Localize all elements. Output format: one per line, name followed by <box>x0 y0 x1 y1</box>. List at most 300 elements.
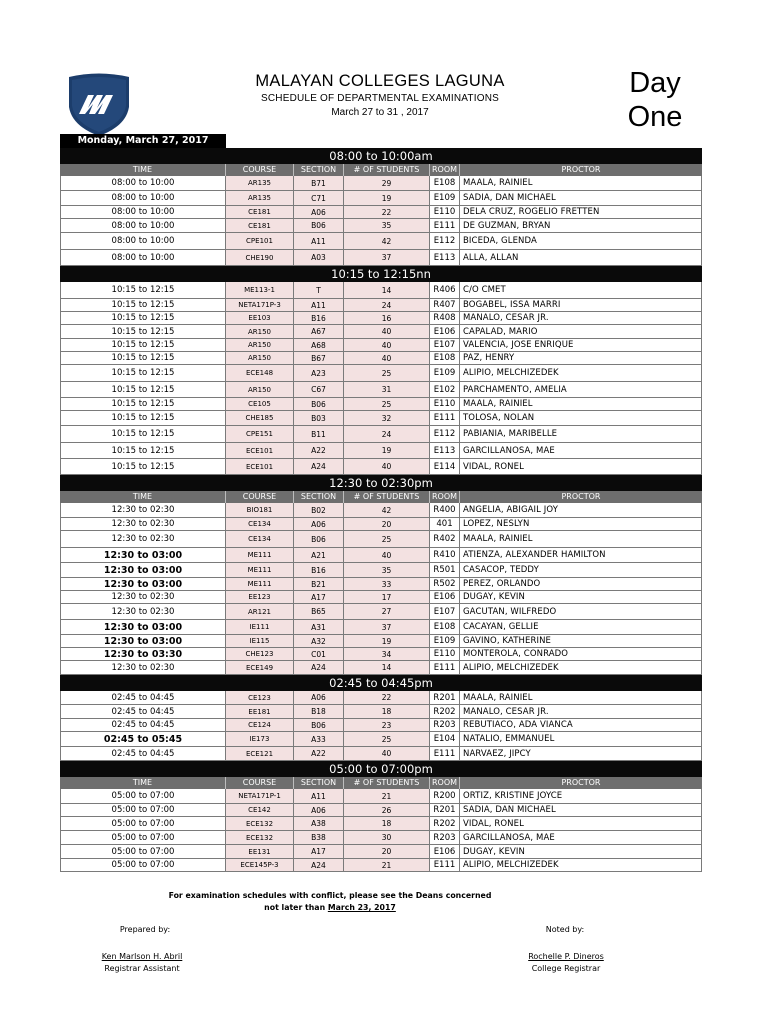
table-row <box>60 620 702 635</box>
cell-section: A06 <box>294 518 344 530</box>
cell-room: R407 <box>430 299 460 311</box>
cell-time: 12:30 to 03:30 <box>60 648 226 660</box>
cell-room: E108 <box>430 176 460 190</box>
cell-course: ECE101 <box>226 443 294 458</box>
cell-section: C71 <box>294 191 344 205</box>
table-row <box>60 250 702 266</box>
cell-time: 05:00 to 07:00 <box>60 859 226 871</box>
cell-students: 16 <box>344 312 430 324</box>
cell-room: R201 <box>430 691 460 704</box>
cell-proctor: PAZ, HENRY <box>460 352 702 364</box>
cell-students: 27 <box>344 604 430 619</box>
cell-time: 12:30 to 02:30 <box>60 661 226 674</box>
cell-proctor: DE GUZMAN, BRYAN <box>460 219 702 232</box>
cell-proctor: GACUTAN, WILFREDO <box>460 604 702 619</box>
cell-proctor: BICEDA, GLENDA <box>460 233 702 249</box>
cell-students: 21 <box>344 789 430 803</box>
cell-time: 08:00 to 10:00 <box>60 233 226 249</box>
cell-time: 08:00 to 10:00 <box>60 219 226 232</box>
conflict-note-line2 <box>60 902 600 914</box>
cell-students: 40 <box>344 548 430 562</box>
cell-section: B02 <box>294 503 344 517</box>
cell-course: ECE132 <box>226 817 294 830</box>
cell-time: 10:15 to 12:15 <box>60 411 226 425</box>
noted-by-name: Rochelle P. Dineros <box>528 952 604 961</box>
prepared-by-title: Registrar Assistant <box>104 964 180 973</box>
cell-time: 08:00 to 10:00 <box>60 176 226 190</box>
cell-time: 12:30 to 03:00 <box>60 635 226 647</box>
cell-course: EE123 <box>226 591 294 603</box>
cell-room: E113 <box>430 443 460 458</box>
cell-proctor: ALIPIO, MELCHIZEDEK <box>460 859 702 871</box>
cell-proctor: ALIPIO, MELCHIZEDEK <box>460 365 702 381</box>
column-header-row <box>60 491 702 503</box>
cell-course: AR150 <box>226 339 294 351</box>
table-row <box>60 691 702 705</box>
cell-course: IE173 <box>226 732 294 746</box>
cell-time: 02:45 to 04:45 <box>60 719 226 731</box>
cell-course: AR150 <box>226 382 294 397</box>
cell-time: 05:00 to 07:00 <box>60 817 226 830</box>
day-label-line2: One <box>627 101 683 133</box>
cell-students: 19 <box>344 635 430 647</box>
cell-proctor: LOPEZ, NESLYN <box>460 518 702 530</box>
cell-room: E107 <box>430 339 460 351</box>
table-row <box>60 325 702 339</box>
column-header-proctor: PROCTOR <box>561 492 601 501</box>
cell-students: 18 <box>344 705 430 718</box>
cell-time: 10:15 to 12:15 <box>60 398 226 410</box>
table-row <box>60 503 702 518</box>
cell-room: R410 <box>430 548 460 562</box>
cell-time: 02:45 to 05:45 <box>60 732 226 746</box>
cell-course: ME113-1 <box>226 282 294 298</box>
cell-students: 18 <box>344 817 430 830</box>
column-header-course: COURSE <box>226 777 294 789</box>
cell-room: E110 <box>430 206 460 218</box>
table-row <box>60 382 702 398</box>
cell-course: EE181 <box>226 705 294 718</box>
cell-students: 25 <box>344 732 430 746</box>
cell-room: R400 <box>430 503 460 517</box>
cell-section: B16 <box>294 563 344 577</box>
cell-time: 12:30 to 02:30 <box>60 604 226 619</box>
cell-section: B18 <box>294 705 344 718</box>
cell-room: E111 <box>430 411 460 425</box>
table-row <box>60 339 702 352</box>
cell-room: E112 <box>430 426 460 442</box>
table-row <box>60 411 702 426</box>
column-header-row <box>60 164 702 176</box>
cell-course: NETA171P-1 <box>226 789 294 803</box>
cell-course: ME111 <box>226 563 294 577</box>
cell-proctor: MANALO, CESAR JR. <box>460 705 702 718</box>
cell-time: 12:30 to 03:00 <box>60 563 226 577</box>
day-label-line1: Day <box>629 67 681 99</box>
cell-course: AR150 <box>226 325 294 338</box>
cell-room: R502 <box>430 578 460 590</box>
cell-time: 08:00 to 10:00 <box>60 250 226 265</box>
cell-proctor: NARVAEZ, JIPCY <box>460 747 702 760</box>
cell-students: 42 <box>344 503 430 517</box>
cell-students: 40 <box>344 339 430 351</box>
cell-time: 02:45 to 04:45 <box>60 691 226 704</box>
cell-students: 23 <box>344 719 430 731</box>
cell-students: 14 <box>344 282 430 298</box>
cell-time: 10:15 to 12:15 <box>60 339 226 351</box>
cell-section: A11 <box>294 789 344 803</box>
cell-section: A23 <box>294 365 344 381</box>
day-label <box>612 66 698 134</box>
cell-time: 12:30 to 02:30 <box>60 518 226 530</box>
cell-proctor: MAALA, RAINIEL <box>460 176 702 190</box>
cell-students: 21 <box>344 859 430 871</box>
table-row <box>60 661 702 675</box>
time-slot-header: 05:00 to 07:00pm <box>60 761 702 777</box>
cell-students: 37 <box>344 620 430 634</box>
cell-students: 32 <box>344 411 430 425</box>
column-header-course: COURSE <box>226 164 294 176</box>
cell-room: E111 <box>430 747 460 760</box>
column-header-section: SECTION <box>294 164 344 176</box>
column-header-course: COURSE <box>226 491 294 503</box>
schedule-table <box>60 148 702 872</box>
column-header-students: # OF STUDENTS <box>344 491 430 503</box>
cell-course: ECE121 <box>226 747 294 760</box>
cell-room: R200 <box>430 789 460 803</box>
cell-room: E114 <box>430 459 460 474</box>
table-row <box>60 219 702 233</box>
table-row <box>60 365 702 382</box>
cell-time: 12:30 to 02:30 <box>60 531 226 547</box>
table-row <box>60 206 702 219</box>
cell-section: A17 <box>294 591 344 603</box>
cell-course: IE111 <box>226 620 294 634</box>
table-row <box>60 705 702 719</box>
cell-students: 22 <box>344 691 430 704</box>
cell-course: ECE148 <box>226 365 294 381</box>
column-header-students: # OF STUDENTS <box>344 777 430 789</box>
cell-course: AR135 <box>226 176 294 190</box>
cell-students: 37 <box>344 250 430 265</box>
column-header-time: TIME <box>60 777 226 789</box>
table-row <box>60 282 702 299</box>
cell-section: B03 <box>294 411 344 425</box>
cell-room: E113 <box>430 250 460 265</box>
cell-course: CHE123 <box>226 648 294 660</box>
prepared-by-signature <box>82 952 202 973</box>
cell-time: 05:00 to 07:00 <box>60 789 226 803</box>
cell-proctor: SADIA, DAN MICHAEL <box>460 804 702 816</box>
cell-proctor: TOLOSA, NOLAN <box>460 411 702 425</box>
cell-proctor: CACAYAN, GELLIE <box>460 620 702 634</box>
cell-section: B65 <box>294 604 344 619</box>
cell-proctor: DUGAY, KEVIN <box>460 845 702 858</box>
cell-room: E106 <box>430 591 460 603</box>
cell-section: A06 <box>294 206 344 218</box>
table-row <box>60 518 702 531</box>
table-row <box>60 817 702 831</box>
cell-course: CE123 <box>226 691 294 704</box>
cell-time: 10:15 to 12:15 <box>60 312 226 324</box>
cell-proctor: PABIANIA, MARIBELLE <box>460 426 702 442</box>
cell-time: 10:15 to 12:15 <box>60 282 226 298</box>
column-header-time: TIME <box>60 164 226 176</box>
cell-course: CPE101 <box>226 233 294 249</box>
table-row <box>60 578 702 591</box>
cell-proctor: ORTIZ, KRISTINE JOYCE <box>460 789 702 803</box>
cell-room: R202 <box>430 817 460 830</box>
cell-course: EE103 <box>226 312 294 324</box>
table-row <box>60 804 702 817</box>
cell-time: 02:45 to 04:45 <box>60 747 226 760</box>
conflict-note-line1: For examination schedules with conflict, please see the Deans concerned <box>168 891 492 900</box>
cell-section: A21 <box>294 548 344 562</box>
cell-students: 35 <box>344 563 430 577</box>
cell-room: E110 <box>430 648 460 660</box>
cell-proctor: ATIENZA, ALEXANDER HAMILTON <box>460 548 702 562</box>
cell-course: IE115 <box>226 635 294 647</box>
table-row <box>60 648 702 661</box>
date-banner: Monday, March 27, 2017 <box>60 134 226 148</box>
cell-section: B67 <box>294 352 344 364</box>
table-row <box>60 459 702 475</box>
cell-section: A24 <box>294 859 344 871</box>
cell-proctor: CAPALAD, MARIO <box>460 325 702 338</box>
cell-proctor: PEREZ, ORLANDO <box>460 578 702 590</box>
cell-students: 29 <box>344 176 430 190</box>
table-row <box>60 426 702 443</box>
cell-students: 25 <box>344 398 430 410</box>
time-slot-header: 12:30 to 02:30pm <box>60 475 702 491</box>
cell-room: R402 <box>430 531 460 547</box>
cell-proctor: CASACOP, TEDDY <box>460 563 702 577</box>
cell-students: 24 <box>344 426 430 442</box>
cell-time: 08:00 to 10:00 <box>60 206 226 218</box>
table-row <box>60 233 702 250</box>
column-header-proctor: PROCTOR <box>561 778 601 787</box>
cell-students: 40 <box>344 747 430 760</box>
table-row <box>60 299 702 312</box>
cell-section: B71 <box>294 176 344 190</box>
prepared-by-label: Prepared by: <box>119 925 171 934</box>
cell-course: CHE190 <box>226 250 294 265</box>
cell-course: ECE132 <box>226 831 294 844</box>
cell-proctor: MAALA, RAINIEL <box>460 691 702 704</box>
cell-section: A11 <box>294 299 344 311</box>
noted-by-label: Noted by: <box>545 925 585 934</box>
time-slot-header: 10:15 to 12:15nn <box>60 266 702 282</box>
table-row <box>60 859 702 872</box>
cell-course: CE181 <box>226 219 294 232</box>
cell-proctor: MAALA, RAINIEL <box>460 398 702 410</box>
cell-section: B06 <box>294 719 344 731</box>
cell-time: 12:30 to 03:00 <box>60 578 226 590</box>
cell-students: 14 <box>344 661 430 674</box>
cell-students: 40 <box>344 459 430 474</box>
column-header-proctor: PROCTOR <box>561 165 601 174</box>
cell-course: CHE185 <box>226 411 294 425</box>
cell-room: E107 <box>430 604 460 619</box>
cell-section: A32 <box>294 635 344 647</box>
cell-section: C01 <box>294 648 344 660</box>
cell-time: 10:15 to 12:15 <box>60 365 226 381</box>
cell-students: 19 <box>344 443 430 458</box>
prepared-by-name: Ken Marlson H. Abril <box>101 952 183 961</box>
cell-time: 10:15 to 12:15 <box>60 443 226 458</box>
cell-course: ECE145P-3 <box>226 859 294 871</box>
cell-time: 05:00 to 07:00 <box>60 845 226 858</box>
cell-proctor: VALENCIA, JOSE ENRIQUE <box>460 339 702 351</box>
cell-section: B06 <box>294 531 344 547</box>
cell-time: 05:00 to 07:00 <box>60 804 226 816</box>
cell-course: BIO181 <box>226 503 294 517</box>
cell-time: 10:15 to 12:15 <box>60 459 226 474</box>
cell-section: B11 <box>294 426 344 442</box>
table-row <box>60 563 702 578</box>
cell-room: E108 <box>430 620 460 634</box>
cell-students: 26 <box>344 804 430 816</box>
cell-course: CE105 <box>226 398 294 410</box>
cell-room: R406 <box>430 282 460 298</box>
cell-course: CE124 <box>226 719 294 731</box>
document-subtitle: SCHEDULE OF DEPARTMENTAL EXAMINATIONS <box>261 93 499 104</box>
date-range: March 27 to 31 , 2017 <box>331 107 429 118</box>
cell-proctor: PARCHAMENTO, AMELIA <box>460 382 702 397</box>
cell-section: A22 <box>294 747 344 760</box>
cell-proctor: NATALIO, EMMANUEL <box>460 732 702 746</box>
cell-section: A38 <box>294 817 344 830</box>
cell-course: ECE101 <box>226 459 294 474</box>
cell-room: E112 <box>430 233 460 249</box>
conflict-note <box>60 890 600 914</box>
time-slot-header: 02:45 to 04:45pm <box>60 675 702 691</box>
cell-proctor: VIDAL, RONEL <box>460 817 702 830</box>
cell-students: 25 <box>344 531 430 547</box>
cell-students: 30 <box>344 831 430 844</box>
cell-time: 12:30 to 02:30 <box>60 503 226 517</box>
cell-room: E106 <box>430 845 460 858</box>
cell-section: A31 <box>294 620 344 634</box>
cell-section: A33 <box>294 732 344 746</box>
cell-course: AR135 <box>226 191 294 205</box>
cell-proctor: GAVINO, KATHERINE <box>460 635 702 647</box>
column-header-room: ROOM <box>430 777 460 789</box>
cell-section: A06 <box>294 804 344 816</box>
cell-course: CE142 <box>226 804 294 816</box>
table-row <box>60 398 702 411</box>
cell-room: E109 <box>430 191 460 205</box>
cell-room: R201 <box>430 804 460 816</box>
cell-time: 10:15 to 12:15 <box>60 426 226 442</box>
table-row <box>60 845 702 859</box>
column-header-section: SECTION <box>294 777 344 789</box>
noted-by-signature <box>506 952 626 973</box>
cell-proctor: DUGAY, KEVIN <box>460 591 702 603</box>
cell-section: A03 <box>294 250 344 265</box>
table-row <box>60 831 702 845</box>
table-row <box>60 635 702 648</box>
column-header-students: # OF STUDENTS <box>344 164 430 176</box>
cell-room: E104 <box>430 732 460 746</box>
cell-course: CPE151 <box>226 426 294 442</box>
cell-students: 17 <box>344 591 430 603</box>
cell-proctor: GARCILLANOSA, MAE <box>460 831 702 844</box>
note-prefix: not later than <box>264 903 328 912</box>
cell-time: 12:30 to 02:30 <box>60 591 226 603</box>
cell-time: 08:00 to 10:00 <box>60 191 226 205</box>
cell-room: E111 <box>430 661 460 674</box>
cell-room: E109 <box>430 635 460 647</box>
column-header-room: ROOM <box>430 491 460 503</box>
cell-time: 12:30 to 03:00 <box>60 620 226 634</box>
cell-room: E111 <box>430 219 460 232</box>
cell-proctor: DELA CRUZ, ROGELIO FRETTEN <box>460 206 702 218</box>
cell-course: AR121 <box>226 604 294 619</box>
mcl-logo <box>66 71 132 137</box>
cell-course: CE134 <box>226 518 294 530</box>
cell-proctor: ANGELIA, ABIGAIL JOY <box>460 503 702 517</box>
cell-time: 10:15 to 12:15 <box>60 352 226 364</box>
cell-section: T <box>294 282 344 298</box>
cell-section: B06 <box>294 398 344 410</box>
cell-room: E108 <box>430 352 460 364</box>
cell-section: C67 <box>294 382 344 397</box>
cell-students: 19 <box>344 191 430 205</box>
cell-section: A22 <box>294 443 344 458</box>
cell-section: A68 <box>294 339 344 351</box>
table-row <box>60 176 702 191</box>
cell-course: ECE149 <box>226 661 294 674</box>
cell-proctor: SADIA, DAN MICHAEL <box>460 191 702 205</box>
column-header-section: SECTION <box>294 491 344 503</box>
cell-room: 401 <box>430 518 460 530</box>
school-name: MALAYAN COLLEGES LAGUNA <box>255 72 505 90</box>
column-header-row <box>60 777 702 789</box>
cell-students: 22 <box>344 206 430 218</box>
table-row <box>60 531 702 548</box>
cell-proctor: GARCILLANOSA, MAE <box>460 443 702 458</box>
table-row <box>60 443 702 459</box>
cell-room: R408 <box>430 312 460 324</box>
cell-course: EE131 <box>226 845 294 858</box>
cell-course: ME111 <box>226 548 294 562</box>
cell-section: B16 <box>294 312 344 324</box>
cell-room: E106 <box>430 325 460 338</box>
cell-room: R202 <box>430 705 460 718</box>
cell-proctor: VIDAL, RONEL <box>460 459 702 474</box>
cell-section: A67 <box>294 325 344 338</box>
cell-students: 35 <box>344 219 430 232</box>
cell-students: 25 <box>344 365 430 381</box>
table-row <box>60 732 702 747</box>
table-row <box>60 604 702 620</box>
cell-room: E110 <box>430 398 460 410</box>
cell-section: A24 <box>294 459 344 474</box>
cell-proctor: MAALA, RAINIEL <box>460 531 702 547</box>
cell-section: B06 <box>294 219 344 232</box>
cell-students: 42 <box>344 233 430 249</box>
cell-proctor: C/O CMET <box>460 282 702 298</box>
cell-section: B38 <box>294 831 344 844</box>
cell-room: R501 <box>430 563 460 577</box>
cell-students: 20 <box>344 518 430 530</box>
cell-time: 10:15 to 12:15 <box>60 382 226 397</box>
table-row <box>60 719 702 732</box>
cell-students: 31 <box>344 382 430 397</box>
cell-proctor: BOGABEL, ISSA MARRI <box>460 299 702 311</box>
noted-by-title: College Registrar <box>531 964 601 973</box>
